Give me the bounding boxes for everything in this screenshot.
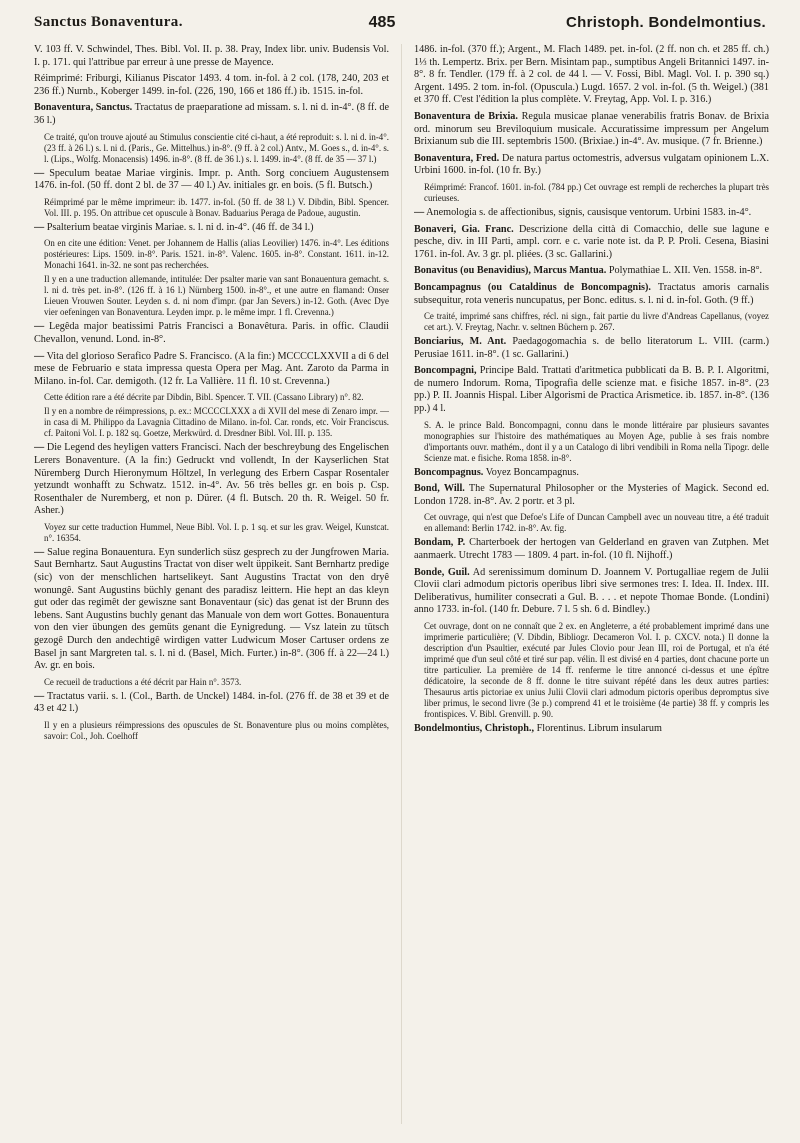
entry-text: Cet ouvrage, dont on ne connaît que 2 ex. en Angleterre, a été probablement imprimé dans une imprimerie particulière; (V. Dibdin, Bibliogr. Decameron Vol. I. p. CXCV. nota.) Il donne la description d'un Psaultier, exécuté par Jules Clovio pour Jean III, roi de Portugal, et n'a été imprimé que d'un seul côté et tiré sur pap. vélin. Il est divisé en 4 parties, dont chacune porte un titre particulier. La première de 14 ff. renferme le titre annoncé ci-dessus et une épître dédicatoire, la seconde de 8 ff. donne le titre suivant répété dans les deux autres parties: Thesaurus artis pictoriae ex unius Julii Clovii clari admodum pictoris operibus depromptus sive liber primus, le second livre (3e p.) comprend 41 et le troisième (4e partie) 38 ff. y compris les frontispices. V. Bibl. Grenvill. p. 90. <box>424 621 769 719</box>
entry-note <box>424 512 769 534</box>
bibliography-entry <box>414 483 769 508</box>
entry-text: V. 103 ff. V. Schwindel, Thes. Bibl. Vol. II. p. 38. Pray, Index libr. univ. Budensis Vol. I. p. 171. qui l'attribue par erreur à une presse de Mayence. <box>34 44 389 68</box>
entry-heading: — <box>34 167 45 179</box>
entry-text: Ce traité, qu'on trouve ajouté au Stimulus conscientie cité ci-haut, a été reproduit: s. l. ni d. in-4°. (23 ff. à 26 l.) s. l. ni d. (Paris., Ge. Mittelhus.) in-8°. (9 ff. à 2 col.) Antv., M. Goes s., d. in-4°. s. l. (Lips., Wolfg. Monacensis) 1496. in-8°. (8 ff. de 36 l.) s. l. 1499. in-4°. (8 ff. de 35 — 37 l.) <box>44 131 389 164</box>
entry-text: Ce recueil de traductions a été décrit par Hain n°. 3573. <box>44 676 242 687</box>
bibliography-entry <box>414 111 769 149</box>
entry-text: Speculum beatae Mariae virginis. Impr. p. Anth. Sorg conciuem Augustensem 1476. in-fol. (50 ff. dont 2 bl. de 37 — 40 l.) Av. initiales gr. en bois. (5 fl. Butsch.) <box>34 167 389 192</box>
entry-heading: Bonaveri, Gia. Franc. <box>414 223 514 235</box>
entry-heading: — <box>34 221 45 233</box>
running-head-left: Sanctus Bonaventura. <box>34 14 183 30</box>
entry-text: On en cite une édition: Venet. per Johannem de Hallis (alias Leovilier) 1476. in-4°. Les éditions postérieures: Lips. 1509. in-8°. Paris. 1521. in-8°. Valenc. 1605. in-8°. Constant. 1611. in-12. Monachi 1641. in-32. ne sont pas recherchées. <box>44 238 389 271</box>
entry-text: Il y en a nombre de réimpressions, p. ex.: MCCCCLXXX a di XVII del mese di Zenaro impr. — in casa di M. Philippo da Lavagnia Cittadino de Milano. in-fol. Car. ronds, etc. Voir Franciscus. cf. Paitoni Vol. I. p. 182 sq. Goetze, Merkwürd. d. Dresdner Bibl. Vol. III. p. 135. <box>44 406 389 439</box>
entry-note <box>44 132 389 165</box>
entry-heading: Bonaventura, Fred. <box>414 152 500 164</box>
bibliography-entry <box>414 723 769 736</box>
entry-text: Ce traité, imprimé sans chiffres, récl. ni sign., fait partie du livre d'Andreas Capellanus, (voyez cet art.). V. Freytag, Nachr. v. seltnen Büchern p. 267. <box>424 311 769 333</box>
entry-heading: Boncompagnus. <box>414 466 484 478</box>
entry-text: The Supernatural Philosopher or the Mysteries of Magick. Second ed. London 1728. in-8°. Av. 2 portr. et 3 pl. <box>414 483 769 507</box>
entry-note <box>44 522 389 544</box>
entry-text: S. A. le prince Bald. Boncompagni, connu dans le monde littéraire par plusieurs savantes monographies sur l'histoire des mathématiques au Moyen Age, publie à ses frais nombre d'importants ouvr. mathém., dont il y a un Catalogo di libri vendibili in Roma nella Tipogr. delle Scienze mat. e fisiche. Roma 1858. in-8°. <box>424 419 769 463</box>
entry-text: Salue regina Bonauentura. Eyn sunderlich süsz gesprech zu der Jungfrowen Maria. Saut Bernhartz. Saut Augustins Tractat von diser welt üppikeit. Sant Bernhartz predige (sic) von der menschlichen hartselikeyt. Sant Augustins Tractat von den dryê wonungê. Sant Augustins büchly genant des paradisz leittern. Hie hept an das kleyn gut oder das regimêt der gewiszne sant Bonaventaur (sic) das genat ist der Brunn des lebens. Sant Augustins buchly genant das Manuale von dem wort Gottes. Bonauentura von den vier übungen des gemüts genant die Eynigredung. — Vsz latein zu tütsch gezogê Durch den andechtigê wirdigen vatter Ludwicum Moser Cartuser ordens ze Basel jn sant Margreten tal. s. l. ni d. (Basel, Mich. Furter.) in-8°. (306 ff. à 22—24 l.) Av. gr. en bois. <box>34 546 389 672</box>
entry-text: Descrizione della città di Comacchio, delle sue lagune e pesche, div. in III Parti, ampl. corr. e c. varie note ist. da P. P. Proli. Cesena, Biasini 1761. in-fol. Av. 3 gr. pl. pliées. (3 sc. Gallarini.) <box>414 223 769 260</box>
entry-heading: Bond, Will. <box>414 483 465 495</box>
bibliography-entry <box>414 207 769 220</box>
right-column <box>414 44 769 740</box>
bibliography-entry <box>414 365 769 415</box>
bibliography-entry <box>34 73 389 98</box>
entry-heading: Bonciarius, M. Ant. <box>414 336 507 348</box>
entry-text: Legêda major beatissimi Patris Francisci a Bonavêtura. Paris. in offic. Claudii Chevallon, venund. Lond. in-8°. <box>34 321 389 345</box>
entry-note <box>44 677 389 688</box>
entry-note <box>44 238 389 271</box>
entry-text: Regula musicae planae venerabilis fratris Bonav. de Brixia ord. minorum seu Breviloquium musicale. Accuratissime impressum per Angelum Brixianum sub die III. septembris 1500. (Brixiae.) in-4°. Av. musique. (7 fr. Brienne.) <box>414 110 769 148</box>
entry-heading: Bonaventura, Sanctus. <box>34 102 133 114</box>
entry-heading: — <box>34 350 45 362</box>
bibliography-entry <box>34 351 389 389</box>
entry-text: Tractatus de praeparatione ad missam. s. l. ni d. in-4°. (8 ff. de 36 l.) <box>34 102 389 126</box>
entry-heading: — <box>34 442 45 454</box>
bibliography-entry <box>414 336 769 361</box>
entry-heading: — <box>34 690 45 702</box>
bibliography-entry <box>34 44 389 69</box>
entry-text: Voyez Boncampagnus. <box>485 466 579 478</box>
entry-text: Il y en a une traduction allemande, intitulée: Der psalter marie van sant Bonauentura gemacht. s. l. ni d. très pet. in-8°. (126 ff. à 16 l.) Nürnberg 1500. in-8°., et une autre en flamand: Onser Lieuen Vrouwen Souter. Leyden s. d. ni nom d'impr. (par Jan Severs.) in-12. Goth. (Avec Dye vier oefeningen van Bonaventura. Leyden impr. p. le même impr. 1 fl. Crevenna.) <box>44 274 389 318</box>
bibliography-entry <box>414 153 769 178</box>
bibliography-entry <box>34 222 389 235</box>
entry-heading: — <box>414 206 425 218</box>
bibliography-entry <box>34 547 389 673</box>
entry-text: Réimprimé par le même imprimeur: ib. 1477. in-fol. (50 ff. de 38 l.) V. Dibdin, Bibl. Spencer. Vol. III. p. 195. On attribue cet opuscule à Bonav. Baduarius Peraga de Padoue, augustin. <box>44 196 389 218</box>
entry-note <box>44 406 389 439</box>
bibliography-entry <box>414 537 769 562</box>
entry-heading: Bonde, Guil. <box>414 566 470 578</box>
bibliography-entry <box>414 467 769 480</box>
entry-heading: — <box>34 546 45 558</box>
entry-text: Paedagogomachia s. de bello literatorum L. VIII. (carm.) Perusiae 1611. in-8°. (1 sc. Gallarini.) <box>414 336 769 360</box>
bibliography-entry <box>34 102 389 127</box>
entry-text: Réimprimé: Francof. 1601. in-fol. (784 pp.) Cet ouvrage est rempli de recherches la plupart très curieuses. <box>424 181 769 203</box>
entry-heading: Boncompagni, <box>414 365 477 377</box>
bibliography-entry <box>34 321 389 346</box>
entry-text: Ad serenissimum dominum D. Joannem V. Portugalliae regem de Julii Clovii clari admodum pictoris operibus libri sive sermones tres: I. Idea. II. Index. III. Deliberativus, humiliter consecrati a Gul. B. . . . et nepote Thomae Bonde. (Londini) anno 1733. in-fol. (140 fr. Debure. 7 l. 5 sh. 6 d. Bindley.) <box>414 566 769 616</box>
bibliography-entry <box>414 567 769 617</box>
entry-text: Anemologia s. de affectionibus, signis, causisque ventorum. Urbini 1583. in-4°. <box>426 206 752 218</box>
page-number: 485 <box>368 14 396 31</box>
bibliography-entry <box>414 224 769 262</box>
entry-text: Vita del glorioso Serafico Padre S. Francisco. (A la fin:) MCCCCLXXVII a di 6 del mese de Februario e stata impressa questa Opera per Mag. Ant. Zaroto da Parma in Milano. in-fol. Car. demigoth. (12 fr. La Vallière. 11 fl. 10 st. Crevenna.) <box>34 350 389 387</box>
entry-note <box>44 197 389 219</box>
left-column <box>34 44 389 745</box>
entry-text: Cette édition rare a été décrite par Dibdin, Bibl. Spencer. T. VII. (Cassano Library) n°. 82. <box>44 392 364 403</box>
entry-text: Charterboek der hertogen van Gelderland en graven van Zutphen. Met aanmaerk. Utrecht 1783 — 1809. 4 part. in-fol. (10 fl. Nijhoff.) <box>414 537 769 562</box>
entry-text: Psalterium beatae virginis Mariae. s. l. ni d. in-4°. (46 ff. de 34 l.) <box>46 221 314 233</box>
entry-note <box>424 182 769 204</box>
entry-text: De natura partus octomestris, adversus vulgatam opinionem L.X. Urbini 1600. in-fol. (10 fr. By.) <box>414 152 769 177</box>
bibliography-entry <box>414 265 769 278</box>
entry-text: Voyez sur cette traduction Hummel, Neue Bibl. Vol. I. p. 1 sq. et sur les grav. Weigel, Kunstcat. n°. 16354. <box>44 521 389 543</box>
entry-heading: Bonaventura de Brixia. <box>414 110 518 122</box>
entry-note <box>44 720 389 742</box>
bibliography-entry <box>34 168 389 193</box>
running-head-right: Christoph. Bondelmontius. <box>566 14 766 31</box>
entry-text: 1486. in-fol. (370 ff.); Argent., M. Flach 1489. pet. in-fol. (2 ff. non ch. et 285 ff. ch.) 1⅓ th. Lempertz. Brix. per Bern. Misintam pap., sumptibus Angeli Britannici 1497. in-8°. 8 fr. Tendler. (179 ff. à 2 col. de 44 l. — V. Fossi, Bibl. Magl. Vol. I. p. 390 sq.) Argent. 1495. 2 tom. in-fol. (Opuscula.) Lugd. 1657. 2 vol. in-fol. (5 th. Weigel.) (381 et 370 ff. C'est l'édition la plus complète. V. Freytag, App. Vol. I. p. 316.) <box>414 44 769 106</box>
column-divider <box>401 44 402 1124</box>
entry-note <box>424 311 769 333</box>
entry-heading: Bondam, P. <box>414 537 466 549</box>
entry-text: Il y en a plusieurs réimpressions des opuscules de St. Bonaventure plus ou moins complètes, savoir: Col., Joh. Coelhoff <box>44 720 389 741</box>
entry-note <box>424 420 769 464</box>
entry-text: Réimprimé: Friburgi, Kilianus Piscator 1493. 4 tom. in-fol. à 2 col. (178, 240, 203 et 236 ff.) Nurnb., Koberger 1499. in-fol. (226, 190, 166 et 186 ff.) ib. 1515. in-fol. <box>34 73 389 97</box>
bibliography-entry <box>34 691 389 716</box>
entry-heading: Boncampagnus (ou Cataldinus de Boncompagnis). <box>414 281 651 293</box>
entry-heading: Bondelmontius, Christoph., <box>414 723 535 734</box>
entry-text: Tractatus amoris carnalis subsequitur, rota veneris nuncupatus, per Bonc. editus. s. l. ni d. in-fol. Goth. (9 ff.) <box>414 281 769 306</box>
entry-text: Principe Bald. Trattati d'aritmetica pubblicati da B. B. P. I. Algoritmi, de numero Indorum. Roma, Tipografia delle scienze mat. e fisiche 1857. in-8°. (23 pp.) P. II. Joannis Hispal. Liber Algorismi de Practica Arismetice. ib. 1857. in-8°. (136 pp.) 4 l. <box>414 365 769 415</box>
entry-text: Florentinus. Librum insularum <box>536 723 662 734</box>
entry-note <box>44 274 389 318</box>
entry-note <box>424 621 769 720</box>
bibliography-entry <box>414 44 769 107</box>
entry-heading: Bonavitus (ou Benavidius), Marcus Mantua. <box>414 265 607 277</box>
entry-heading: — <box>34 321 45 333</box>
entry-note <box>44 392 389 403</box>
entry-text: Polymathiae L. XII. Ven. 1558. in-8°. <box>608 265 763 277</box>
bibliography-entry <box>34 442 389 518</box>
entry-text: Cet ouvrage, qui n'est que Defoe's Life of Duncan Campbell avec un nouveau titre, a été traduit en allemand: Berlin 1742. in-8°. Av. fig. <box>424 512 769 534</box>
entry-text: Die Legend des heyligen vatters Francisci. Nach der beschreybung des Engelischen Lerers Bonaventure. (A la fin:) Gedruckt vnd vollendt, In der Kayserlichen Stat Nüremberg Durch Hieronymum Höltzel, In verlegung des Erbern Caspar Rosentaler yetzundt wonhafft zu Schwatz. 1512. in-4°. Av. 56 très belles gr. en bois p. Csp. Rosenthaler de Nuremberg, et non p. Dürer. (4 fl. Butsch. 20 th. R. Weigel. 50 fr. Asher.) <box>34 442 389 517</box>
entry-text: Tractatus varii. s. l. (Col., Barth. de Unckel) 1484. in-fol. (276 ff. de 38 et 39 et de 43 et 42 l.) <box>34 690 389 715</box>
bibliography-entry <box>414 282 769 307</box>
